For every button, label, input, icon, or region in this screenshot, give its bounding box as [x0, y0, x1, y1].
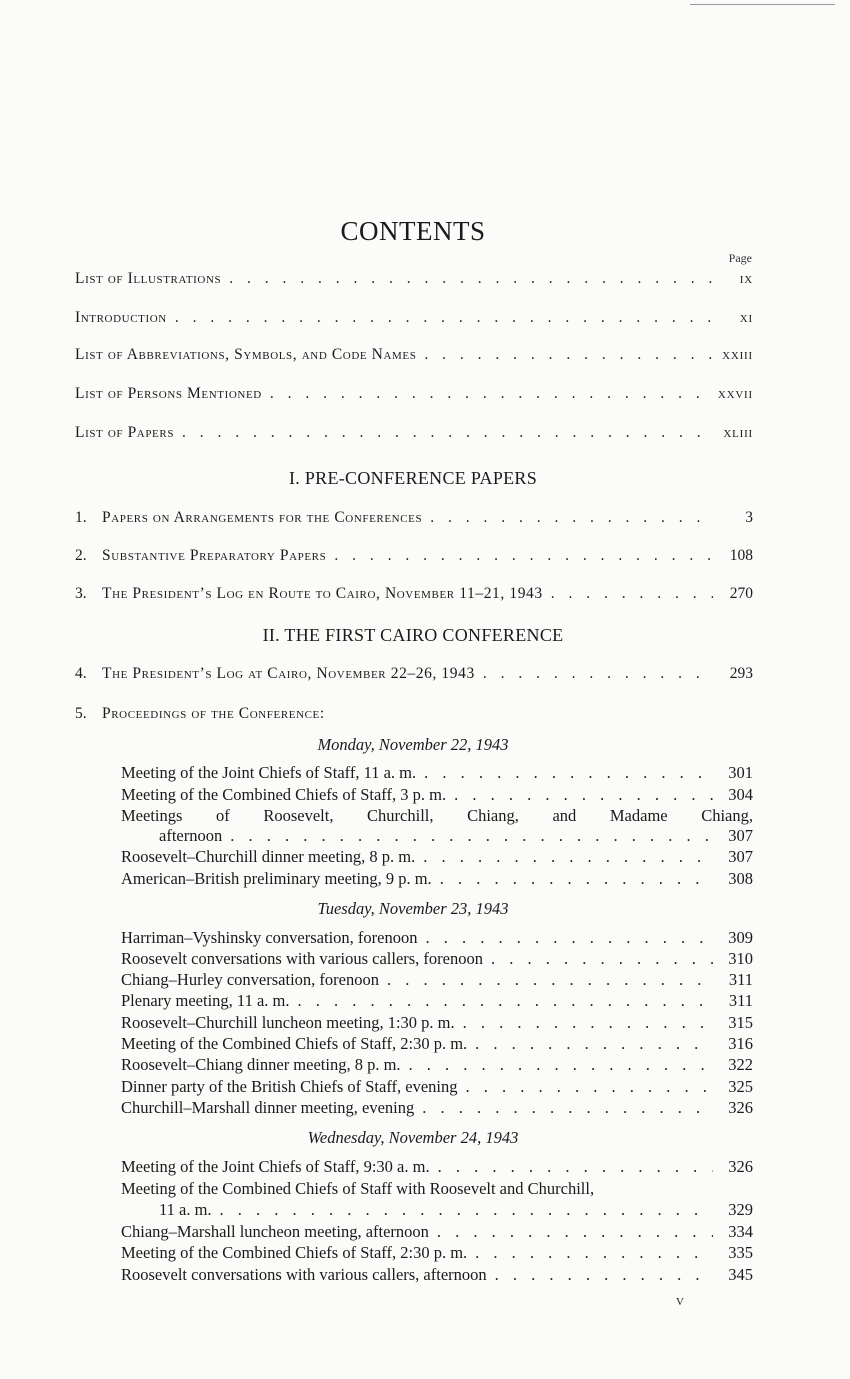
sub-entry-page: 315 — [728, 1013, 753, 1032]
leader-dots — [466, 1077, 713, 1097]
sub-entry-title: Roosevelt–Chiang dinner meeting, 8 p. m. — [121, 1055, 401, 1074]
sub-entry — [121, 991, 753, 1011]
date-heading: Wednesday, November 24, 1943 — [307, 1128, 519, 1147]
part-heading: II. THE FIRST CAIRO CONFERENCE — [262, 625, 564, 645]
sub-entry — [121, 763, 753, 783]
toc-entry-title: Papers on Arrangements for the Conferences — [102, 509, 423, 526]
sub-entry-page: 308 — [728, 869, 753, 888]
sub-entry — [121, 1265, 753, 1285]
leader-dots — [454, 785, 713, 805]
page-title: CONTENTS — [340, 216, 486, 246]
sub-entry-page: 311 — [728, 970, 753, 989]
sub-entry-page: 309 — [728, 928, 753, 947]
toc-entry — [75, 585, 753, 603]
sub-entry-title: Dinner party of the British Chiefs of Staff, evening — [121, 1077, 458, 1096]
leader-dots — [387, 970, 713, 990]
leader-dots — [463, 1013, 713, 1033]
sub-entry-title: American–British preliminary meeting, 9 p. m. — [121, 869, 432, 888]
sub-entry — [121, 847, 753, 867]
toc-entry-page: xxvii — [717, 386, 753, 402]
leader-dots — [495, 1265, 713, 1285]
leader-dots — [483, 665, 713, 683]
leader-dots — [229, 270, 713, 288]
leader-dots — [409, 1055, 713, 1075]
sub-entry-page: 311 — [728, 991, 753, 1010]
sub-entry — [121, 785, 753, 805]
leader-dots — [423, 847, 713, 867]
leader-dots — [437, 1222, 713, 1242]
top-rule — [690, 4, 835, 5]
toc-entry — [75, 270, 753, 288]
sub-entry-title: Churchill–Marshall dinner meeting, evening — [121, 1098, 415, 1117]
sub-entry — [159, 1200, 753, 1220]
toc-entry — [75, 665, 753, 683]
date-heading: Monday, November 22, 1943 — [317, 735, 509, 754]
sub-entry — [121, 970, 753, 990]
toc-entry-title: Introduction — [75, 309, 167, 326]
toc-entry-title: List of Papers — [75, 424, 175, 441]
sub-entry-page: 307 — [728, 847, 753, 866]
leader-dots — [424, 346, 713, 364]
sub-entry — [121, 1222, 753, 1242]
toc-entry-page: xliii — [723, 425, 753, 441]
date-heading: Tuesday, November 23, 1943 — [317, 899, 509, 918]
sub-entry-title: Meeting of the Combined Chiefs of Staff, 3 p. m. — [121, 785, 447, 804]
leader-dots — [491, 949, 713, 969]
toc-entry-page: 3 — [745, 509, 753, 526]
sub-entry-page: 310 — [728, 949, 753, 968]
toc-entry — [75, 346, 753, 364]
leader-dots — [475, 1243, 713, 1263]
toc-entry-page: 108 — [729, 547, 753, 564]
sub-entry-page: 307 — [728, 826, 753, 845]
sub-entry-title: Meeting of the Joint Chiefs of Staff, 11 a. m. — [121, 763, 417, 782]
leader-dots — [424, 763, 713, 783]
sub-entry-page: 325 — [728, 1077, 753, 1096]
part-heading: I. PRE-CONFERENCE PAPERS — [288, 468, 538, 488]
sub-entry-page: 334 — [728, 1222, 753, 1241]
toc-entry-title: List of Persons Mentioned — [75, 385, 262, 402]
sub-entry-continuation: 11 a. m. — [159, 1200, 212, 1219]
toc-entry-title: The President’s Log at Cairo, November 22–26, 1943 — [102, 665, 475, 682]
sub-entry-title: Roosevelt conversations with various callers, afternoon — [121, 1265, 487, 1284]
sub-entry-title: Roosevelt–Churchill luncheon meeting, 1:30 p. m. — [121, 1013, 455, 1032]
sub-entry-page: 326 — [728, 1098, 753, 1117]
sub-entry-title: Meetings of Roosevelt, Churchill, Chiang, and Madame Chiang, — [121, 806, 753, 825]
toc-entry-page: xi — [739, 310, 753, 326]
sub-entry-title: Roosevelt–Churchill dinner meeting, 8 p. m. — [121, 847, 416, 866]
toc-entry-title: Substantive Preparatory Papers — [102, 547, 327, 564]
entry-number: 4. — [75, 665, 87, 682]
sub-entry-title: Meeting of the Combined Chiefs of Staff, 2:30 p. m. — [121, 1243, 468, 1262]
leader-dots — [220, 1200, 713, 1220]
sub-entry — [121, 1098, 753, 1118]
leader-dots — [182, 424, 713, 442]
leader-dots — [270, 385, 712, 403]
toc-entry — [75, 705, 753, 723]
sub-entry — [121, 869, 753, 889]
sub-entry-page: 345 — [728, 1265, 753, 1284]
leader-dots — [422, 1098, 713, 1118]
sub-entry — [159, 826, 753, 846]
sub-entry — [121, 1013, 753, 1033]
toc-entry — [75, 309, 753, 327]
sub-entry-page: 329 — [728, 1200, 753, 1219]
entry-number: 5. — [75, 705, 87, 722]
toc-entry-page: 270 — [729, 585, 753, 602]
sub-entry-title: Meeting of the Combined Chiefs of Staff, 2:30 p. m. — [121, 1034, 468, 1053]
sub-entry-title: Meeting of the Joint Chiefs of Staff, 9:30 a. m. — [121, 1157, 430, 1176]
sub-entry — [121, 1077, 753, 1097]
sub-entry — [121, 1055, 753, 1075]
sub-entry-page: 316 — [728, 1034, 753, 1053]
sub-entry — [121, 1034, 753, 1054]
sub-entry-title: Harriman–Vyshinsky conversation, forenoon — [121, 928, 418, 947]
leader-dots — [440, 869, 713, 889]
leader-dots — [297, 991, 713, 1011]
sub-entry-title: Meeting of the Combined Chiefs of Staff with Roosevelt and Churchill, — [121, 1179, 595, 1198]
leader-dots — [230, 826, 713, 846]
toc-entry — [75, 547, 753, 565]
sub-entry-page: 326 — [728, 1157, 753, 1176]
entry-number: 3. — [75, 585, 87, 602]
leader-dots — [334, 547, 713, 565]
sub-entry-title: Roosevelt conversations with various callers, forenoon — [121, 949, 483, 968]
toc-entry-page: ix — [739, 271, 753, 287]
leader-dots — [475, 1034, 713, 1054]
toc-entry-title: Proceedings of the Conference: — [102, 705, 325, 722]
entry-number: 2. — [75, 547, 87, 564]
sub-entry-continuation: afternoon — [159, 826, 223, 845]
leader-dots — [438, 1157, 713, 1177]
sub-entry-page: 301 — [728, 763, 753, 782]
leader-dots — [430, 509, 713, 527]
sub-entry-page: 335 — [728, 1243, 753, 1262]
page-column-label: Page — [728, 251, 752, 265]
leader-dots — [175, 309, 713, 327]
entry-number: 1. — [75, 509, 87, 526]
toc-entry-page: 293 — [729, 665, 753, 682]
page-folio: v — [676, 1292, 684, 1309]
leader-dots — [425, 928, 713, 948]
sub-entry — [121, 1157, 753, 1177]
toc-entry-title: The President’s Log en Route to Cairo, November 11–21, 1943 — [102, 585, 543, 602]
sub-entry — [121, 1243, 753, 1263]
toc-entry-title: List of Illustrations — [75, 270, 222, 287]
sub-entry-page: 304 — [728, 785, 753, 804]
toc-entry-page: xxiii — [722, 347, 753, 363]
toc-entry — [75, 509, 753, 527]
sub-entry-title: Plenary meeting, 11 a. m. — [121, 991, 290, 1010]
toc-entry — [75, 424, 753, 442]
toc-entry-title: List of Abbreviations, Symbols, and Code Names — [75, 346, 417, 363]
sub-entry — [121, 928, 753, 948]
sub-entry — [121, 949, 753, 969]
sub-entry-title: Chiang–Marshall luncheon meeting, afternoon — [121, 1222, 429, 1241]
toc-entry — [75, 385, 753, 403]
sub-entry-title: Chiang–Hurley conversation, forenoon — [121, 970, 379, 989]
sub-entry-page: 322 — [728, 1055, 753, 1074]
leader-dots — [551, 585, 713, 603]
